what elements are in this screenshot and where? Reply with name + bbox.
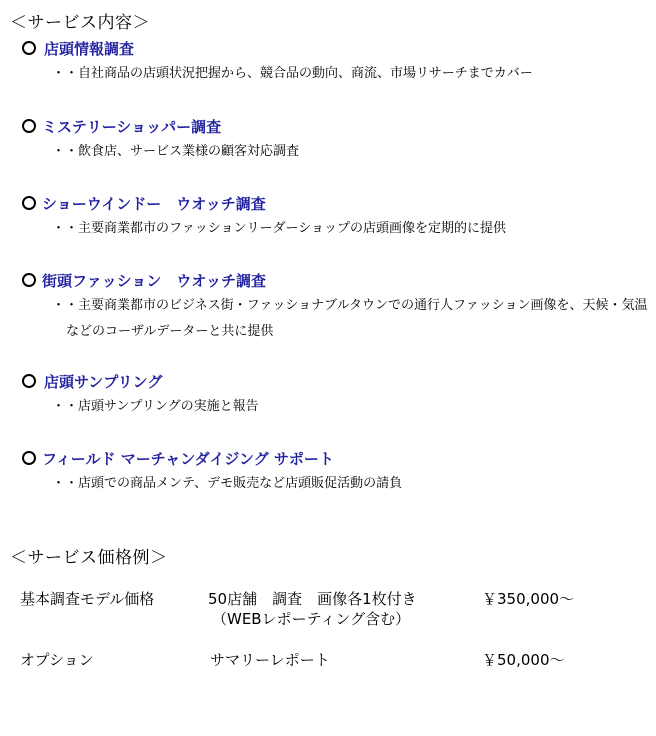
- service-desc-field-md-support: ・・店頭での商品メンテ、デモ販売など店頭販促活動の請負: [52, 476, 403, 491]
- services-heading: ＜サービス内容＞: [10, 13, 150, 33]
- service-title-show-window: ショーウインドー ウオッチ調査: [42, 195, 266, 213]
- service-title-street-fashion: 街頭ファッション ウオッチ調査: [42, 272, 266, 290]
- price-row-basic-detail-line2: （WEBレポーティング含む）: [212, 610, 411, 628]
- price-row-option-label: オプション: [20, 651, 94, 669]
- circle-bullet-icon: [22, 196, 36, 210]
- service-title-field-md-support: フィールド マーチャンダイジング サポート: [42, 450, 334, 468]
- service-desc-store-info: ・・自社商品の店頭状況把握から、競合品の動向、商流、市場リサーチまでカバー: [52, 66, 533, 81]
- service-title-sampling: 店頭サンプリング: [44, 373, 163, 391]
- circle-bullet-icon: [22, 451, 36, 465]
- price-row-option-price: ￥50,000～: [482, 651, 565, 669]
- price-row-option-detail: サマリーレポート: [210, 651, 330, 669]
- service-desc-show-window: ・・主要商業都市のファッションリーダーショップの店頭画像を定期的に提供: [52, 221, 506, 236]
- service-desc-mystery-shopper: ・・飲食店、サービス業様の顧客対応調査: [52, 144, 300, 159]
- circle-bullet-icon: [22, 119, 36, 133]
- service-desc-sampling: ・・店頭サンプリングの実施と報告: [52, 399, 259, 414]
- circle-bullet-icon: [22, 374, 36, 388]
- pricing-heading: ＜サービス価格例＞: [10, 548, 168, 568]
- circle-bullet-icon: [22, 41, 36, 55]
- circle-bullet-icon: [22, 273, 36, 287]
- service-desc-street-fashion-line1: ・・主要商業都市のビジネス街・ファッショナブルタウンでの通行人ファッション画像を、天候・気温: [52, 298, 648, 313]
- service-desc-street-fashion-line2: などのコーザルデーターと共に提供: [66, 324, 274, 339]
- service-title-mystery-shopper: ミステリーショッパー調査: [42, 118, 222, 136]
- price-row-basic-price: ￥350,000～: [482, 590, 575, 608]
- price-row-basic-detail-line1: 50店舗 調査 画像各1枚付き: [208, 590, 417, 608]
- price-row-basic-label: 基本調査モデル価格: [20, 590, 155, 608]
- service-title-store-info: 店頭情報調査: [44, 40, 135, 58]
